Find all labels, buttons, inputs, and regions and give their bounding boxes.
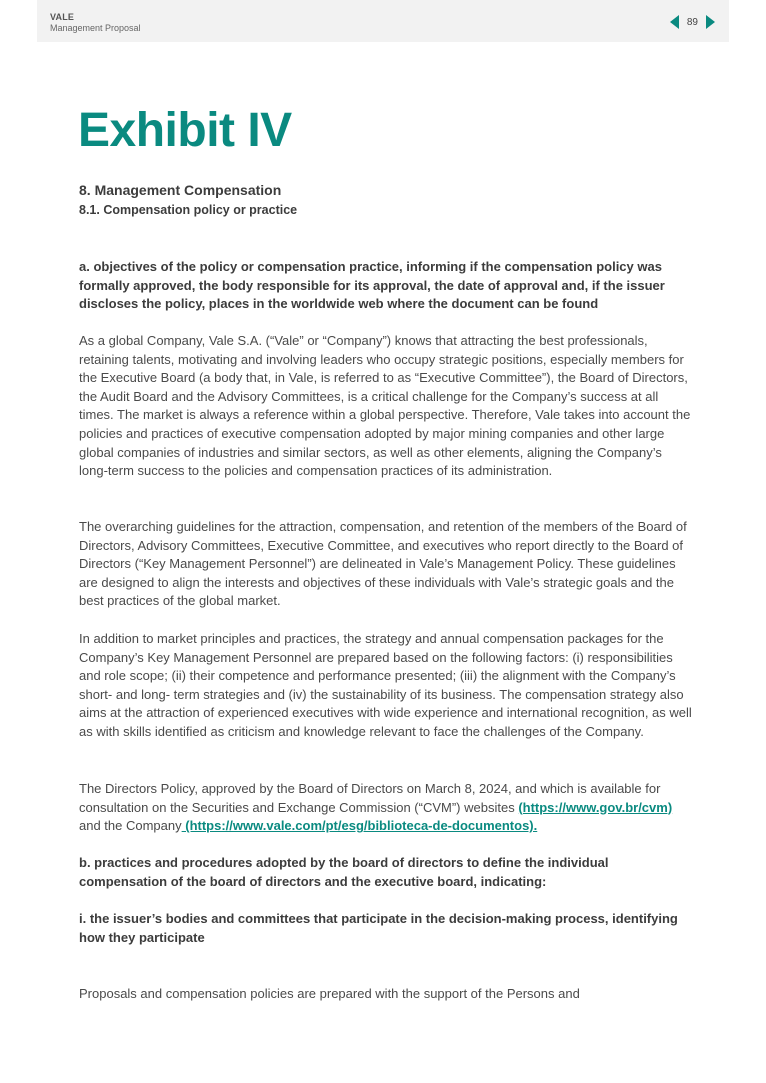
page-header [37, 0, 729, 42]
brand-name: VALE [50, 12, 75, 22]
paragraph-guidelines: The overarching guidelines for the attraction, compensation, and retention of the members of the Board of Directors, Advisory Committees, Executive Committee, and executives who report directly to the Board of Directors (“Key Management Personnel”) are delineated in Vale’s Management Policy. These guidelines are designed to align the interests and objectives of these individuals with Vale’s strategic goals and the best practices of the global market. [79, 519, 687, 609]
paragraph-proposals: Proposals and compensation policies are prepared with the support of the Persons and [79, 986, 580, 1001]
section-heading: 8. Management Compensation [79, 182, 282, 198]
question-b: b. practices and procedures adopted by the board of directors to define the individual compensation of the board of directors and the executive board, indicating: [79, 855, 609, 889]
paragraph-market-principles: In addition to market principles and practices, the strategy and annual compensation packages for the Company’s Key Management Personnel are prepared based on the following factors: (i) responsibilities and role scope; (ii) their competence and performance presented; (iii) the alignment with the Company’s short- and long- term strategies and (iv) the sustainability of its business. The compensation strategy also aims at the attraction of experienced executives with wide experience and international recognition, as well as with skills identified as criticism and knowledge relevant to face the challenges of the Company. [79, 631, 692, 739]
previous-page-icon[interactable] [670, 15, 679, 29]
question-i: i. the issuer’s bodies and committees that participate in the decision-making process, identifying how they participate [79, 911, 678, 945]
document-subtitle: Management Proposal [50, 23, 141, 33]
page-number: 89 [686, 16, 698, 28]
cvm-link[interactable]: (https://www.gov.br/cvm) [518, 799, 673, 815]
question-a: a. objectives of the policy or compensation practice, informing if the compensation policy was formally approved, the body responsible for its approval, the date of approval and, if the issuer discloses the policy, places in the worldwide web where the document can be found [79, 259, 665, 312]
next-page-icon[interactable] [706, 15, 715, 29]
paragraph-global-company: As a global Company, Vale S.A. (“Vale” or “Company”) knows that attracting the best professionals, retaining talents, motivating and involving leaders who occupy strategic positions, especially members for the Executive Board (a body that, in Vale, is referred to as “Executive Committee”), the Board of Directors, the Audit Board and the Advisory Committees, is a critical challenge for the Company’s success at all times. The market is always a reference within a global perspective. Therefore, Vale takes into account the policies and practices of executive compensation adopted by major mining companies and other large global companies of industries and similar sectors, as well as other elements, aligning the Company’s long-term success to the policies and compensation practices of its administration. [79, 333, 691, 479]
vale-documents-link[interactable]: (https://www.vale.com/pt/esg/biblioteca-de-documentos). [181, 818, 538, 834]
paragraph-directors-policy [79, 780, 693, 836]
page-navigation [670, 14, 715, 30]
page-title: Exhibit IV [78, 104, 292, 157]
directors-policy-text-middle: and the Company [79, 818, 182, 834]
subsection-heading: 8.1. Compensation policy or practice [79, 203, 298, 217]
directors-policy-text: The Directors Policy, approved by the Board of Directors on March 8, 2024, and which is available for consultation on the Securities and Exchange Commission (“CVM”) websites [79, 781, 661, 815]
